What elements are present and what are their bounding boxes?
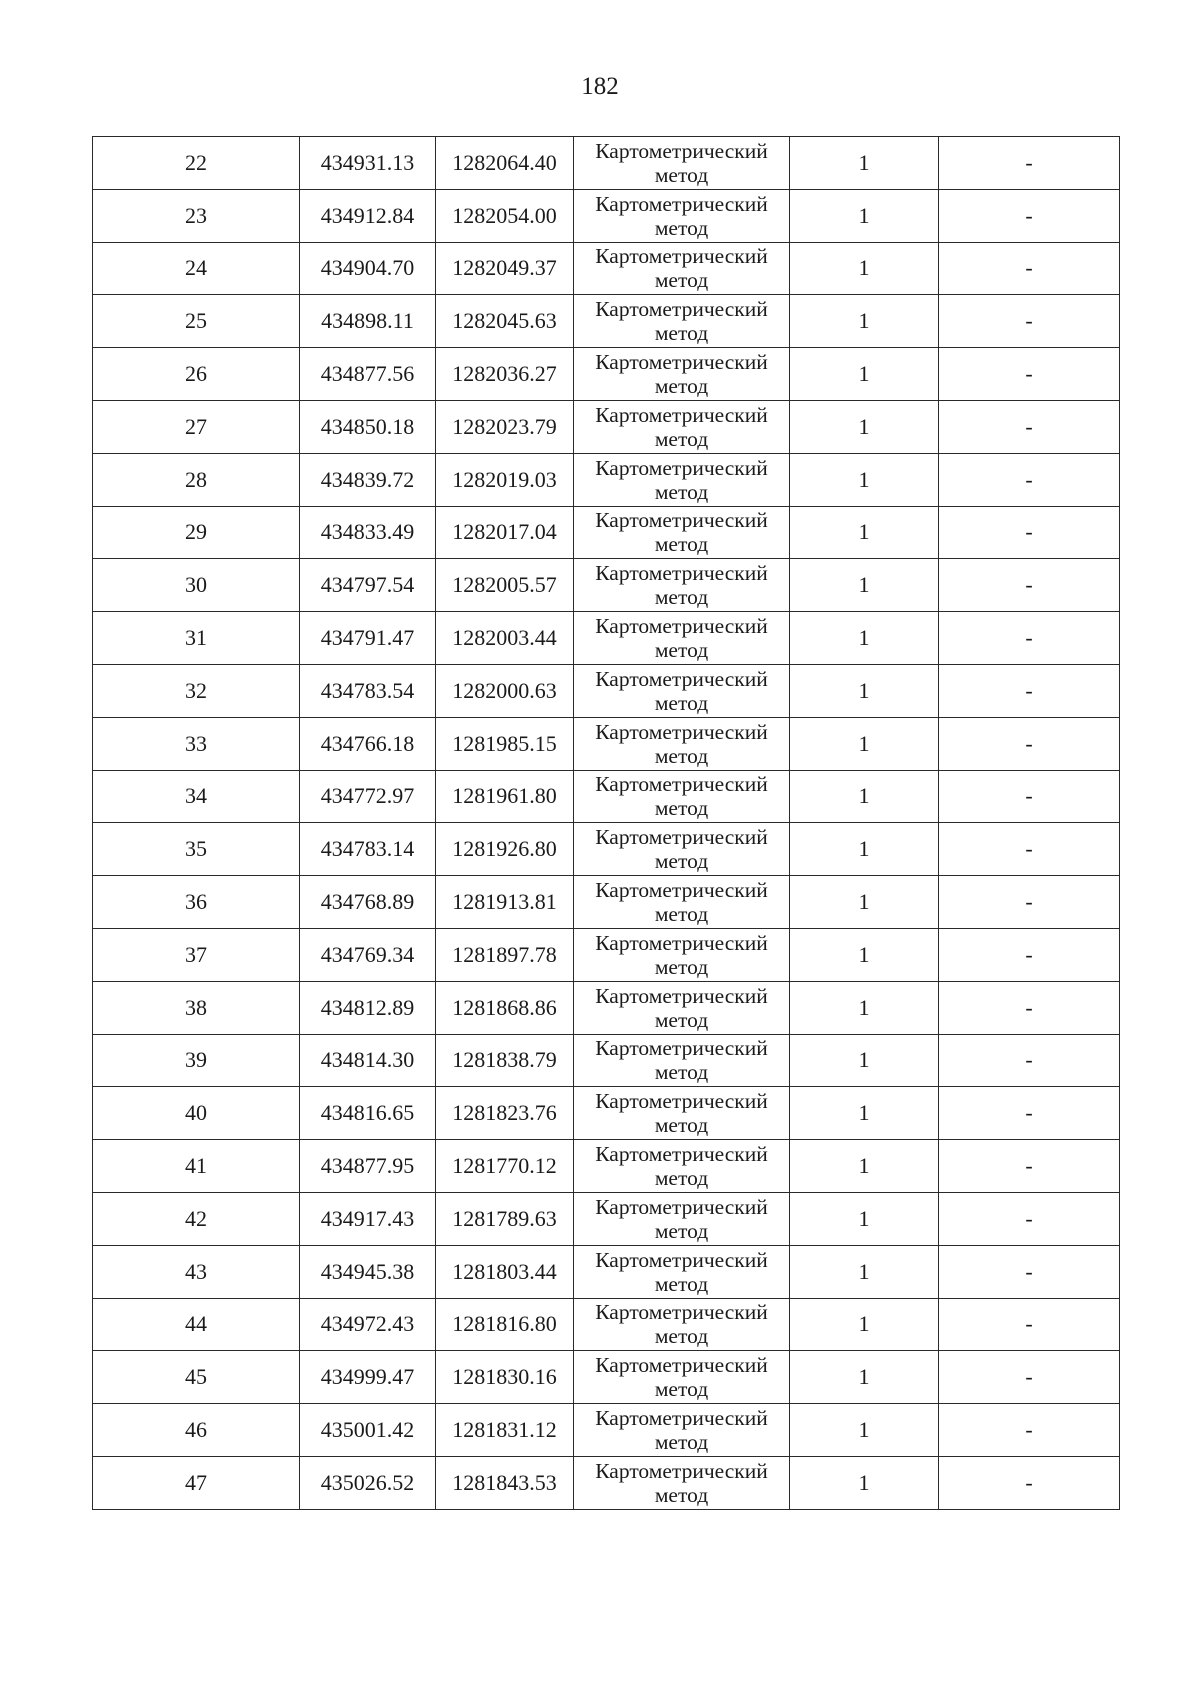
table-row [93, 717, 1120, 770]
x-coordinate-cell: 434877.56 [300, 348, 436, 401]
method-line-2: метод [654, 849, 709, 874]
y-coordinate-cell: 1281843.53 [436, 1456, 574, 1509]
accuracy-cell: 1 [790, 876, 939, 929]
method-line-2: метод [654, 1060, 709, 1085]
point-number-cell: 29 [93, 506, 300, 559]
table-row [93, 1404, 1120, 1457]
method-line-1: Картометрический [595, 1300, 768, 1325]
method-cell [574, 612, 790, 665]
note-cell: - [939, 1351, 1120, 1404]
method-line-2: метод [654, 479, 709, 504]
point-number-cell: 32 [93, 664, 300, 717]
method-line-2: метод [654, 1113, 709, 1138]
note-cell: - [939, 400, 1120, 453]
point-number-cell: 26 [93, 348, 300, 401]
method-line-2: метод [654, 374, 709, 399]
x-coordinate-cell: 434999.47 [300, 1351, 436, 1404]
method-line-1: Картометрический [595, 614, 768, 639]
x-coordinate-cell: 434912.84 [300, 189, 436, 242]
method-line-2: метод [654, 690, 709, 715]
point-number-cell: 36 [93, 876, 300, 929]
point-number-cell: 28 [93, 453, 300, 506]
y-coordinate-cell: 1281803.44 [436, 1245, 574, 1298]
note-cell: - [939, 1298, 1120, 1351]
x-coordinate-cell: 434839.72 [300, 453, 436, 506]
note-cell: - [939, 1034, 1120, 1087]
x-coordinate-cell: 434797.54 [300, 559, 436, 612]
accuracy-cell: 1 [790, 1404, 939, 1457]
method-cell [574, 400, 790, 453]
x-coordinate-cell: 434812.89 [300, 981, 436, 1034]
method-line-1: Картометрический [595, 1089, 768, 1114]
table-row [93, 242, 1120, 295]
point-number-cell: 31 [93, 612, 300, 665]
y-coordinate-cell: 1282019.03 [436, 453, 574, 506]
accuracy-cell: 1 [790, 717, 939, 770]
y-coordinate-cell: 1281913.81 [436, 876, 574, 929]
note-cell: - [939, 928, 1120, 981]
x-coordinate-cell: 435001.42 [300, 1404, 436, 1457]
method-line-1: Картометрический [595, 561, 768, 586]
point-number-cell: 35 [93, 823, 300, 876]
x-coordinate-cell: 434783.14 [300, 823, 436, 876]
method-line-1: Картометрический [595, 1036, 768, 1061]
y-coordinate-cell: 1281961.80 [436, 770, 574, 823]
accuracy-cell: 1 [790, 612, 939, 665]
point-number-cell: 27 [93, 400, 300, 453]
note-cell: - [939, 1192, 1120, 1245]
accuracy-cell: 1 [790, 770, 939, 823]
method-line-1: Картометрический [595, 402, 768, 427]
method-line-2: метод [654, 585, 709, 610]
method-cell [574, 717, 790, 770]
method-line-1: Картометрический [595, 772, 768, 797]
method-line-1: Картометрический [595, 1142, 768, 1167]
note-cell: - [939, 189, 1120, 242]
x-coordinate-cell: 434772.97 [300, 770, 436, 823]
note-cell: - [939, 453, 1120, 506]
note-cell: - [939, 242, 1120, 295]
accuracy-cell: 1 [790, 1298, 939, 1351]
method-line-2: метод [654, 1271, 709, 1296]
method-cell [574, 453, 790, 506]
y-coordinate-cell: 1281823.76 [436, 1087, 574, 1140]
method-cell [574, 981, 790, 1034]
method-line-2: метод [654, 268, 709, 293]
table-row [93, 981, 1120, 1034]
coordinates-table-body [93, 137, 1120, 1510]
method-line-1: Картометрический [595, 1247, 768, 1272]
table-row [93, 770, 1120, 823]
x-coordinate-cell: 435026.52 [300, 1456, 436, 1509]
accuracy-cell: 1 [790, 137, 939, 190]
method-cell [574, 928, 790, 981]
table-row [93, 1034, 1120, 1087]
point-number-cell: 44 [93, 1298, 300, 1351]
point-number-cell: 23 [93, 189, 300, 242]
point-number-cell: 33 [93, 717, 300, 770]
method-cell [574, 1351, 790, 1404]
accuracy-cell: 1 [790, 1351, 939, 1404]
method-line-1: Картометрический [595, 1458, 768, 1483]
note-cell: - [939, 559, 1120, 612]
method-cell [574, 770, 790, 823]
accuracy-cell: 1 [790, 1087, 939, 1140]
y-coordinate-cell: 1281838.79 [436, 1034, 574, 1087]
point-number-cell: 34 [93, 770, 300, 823]
table-row [93, 876, 1120, 929]
table-row [93, 559, 1120, 612]
table-row [93, 664, 1120, 717]
y-coordinate-cell: 1281789.63 [436, 1192, 574, 1245]
accuracy-cell: 1 [790, 348, 939, 401]
accuracy-cell: 1 [790, 1140, 939, 1193]
y-coordinate-cell: 1281985.15 [436, 717, 574, 770]
method-line-2: метод [654, 1430, 709, 1455]
method-cell [574, 1192, 790, 1245]
x-coordinate-cell: 434877.95 [300, 1140, 436, 1193]
x-coordinate-cell: 434816.65 [300, 1087, 436, 1140]
method-cell [574, 876, 790, 929]
y-coordinate-cell: 1282000.63 [436, 664, 574, 717]
note-cell: - [939, 506, 1120, 559]
point-number-cell: 30 [93, 559, 300, 612]
y-coordinate-cell: 1281831.12 [436, 1404, 574, 1457]
table-row [93, 612, 1120, 665]
table-row [93, 823, 1120, 876]
table-row [93, 348, 1120, 401]
method-line-1: Картометрический [595, 983, 768, 1008]
method-line-2: метод [654, 162, 709, 187]
method-line-1: Картометрический [595, 1406, 768, 1431]
accuracy-cell: 1 [790, 1456, 939, 1509]
point-number-cell: 42 [93, 1192, 300, 1245]
method-cell [574, 189, 790, 242]
table-row [93, 1351, 1120, 1404]
method-line-1: Картометрический [595, 719, 768, 744]
note-cell: - [939, 823, 1120, 876]
method-line-2: метод [654, 532, 709, 557]
y-coordinate-cell: 1282045.63 [436, 295, 574, 348]
method-cell [574, 137, 790, 190]
point-number-cell: 46 [93, 1404, 300, 1457]
note-cell: - [939, 717, 1120, 770]
method-line-2: метод [654, 638, 709, 663]
note-cell: - [939, 1404, 1120, 1457]
x-coordinate-cell: 434917.43 [300, 1192, 436, 1245]
accuracy-cell: 1 [790, 400, 939, 453]
x-coordinate-cell: 434783.54 [300, 664, 436, 717]
point-number-cell: 47 [93, 1456, 300, 1509]
point-number-cell: 43 [93, 1245, 300, 1298]
y-coordinate-cell: 1282054.00 [436, 189, 574, 242]
table-row [93, 137, 1120, 190]
accuracy-cell: 1 [790, 928, 939, 981]
accuracy-cell: 1 [790, 189, 939, 242]
method-cell [574, 1456, 790, 1509]
method-line-1: Картометрический [595, 297, 768, 322]
note-cell: - [939, 137, 1120, 190]
note-cell: - [939, 981, 1120, 1034]
table-row [93, 453, 1120, 506]
method-line-1: Картометрический [595, 666, 768, 691]
method-line-2: метод [654, 1482, 709, 1507]
method-line-1: Картометрический [595, 455, 768, 480]
note-cell: - [939, 1140, 1120, 1193]
accuracy-cell: 1 [790, 664, 939, 717]
y-coordinate-cell: 1281897.78 [436, 928, 574, 981]
x-coordinate-cell: 434945.38 [300, 1245, 436, 1298]
accuracy-cell: 1 [790, 1245, 939, 1298]
method-line-2: метод [654, 902, 709, 927]
method-line-2: метод [654, 1007, 709, 1032]
note-cell: - [939, 348, 1120, 401]
method-line-2: метод [654, 1324, 709, 1349]
method-line-2: метод [654, 426, 709, 451]
method-line-2: метод [654, 321, 709, 346]
x-coordinate-cell: 434898.11 [300, 295, 436, 348]
method-cell [574, 295, 790, 348]
point-number-cell: 40 [93, 1087, 300, 1140]
method-line-1: Картометрический [595, 350, 768, 375]
table-row [93, 400, 1120, 453]
method-line-2: метод [654, 954, 709, 979]
table-row [93, 1140, 1120, 1193]
x-coordinate-cell: 434972.43 [300, 1298, 436, 1351]
x-coordinate-cell: 434814.30 [300, 1034, 436, 1087]
method-line-2: метод [654, 1377, 709, 1402]
method-line-1: Картометрический [595, 244, 768, 269]
y-coordinate-cell: 1282005.57 [436, 559, 574, 612]
table-row [93, 1245, 1120, 1298]
note-cell: - [939, 1245, 1120, 1298]
method-cell [574, 348, 790, 401]
accuracy-cell: 1 [790, 242, 939, 295]
method-line-1: Картометрический [595, 930, 768, 955]
method-line-1: Картометрический [595, 1194, 768, 1219]
method-cell [574, 1140, 790, 1193]
y-coordinate-cell: 1282023.79 [436, 400, 574, 453]
point-number-cell: 41 [93, 1140, 300, 1193]
method-cell [574, 1298, 790, 1351]
method-line-1: Картометрический [595, 191, 768, 216]
accuracy-cell: 1 [790, 559, 939, 612]
y-coordinate-cell: 1282003.44 [436, 612, 574, 665]
y-coordinate-cell: 1281830.16 [436, 1351, 574, 1404]
x-coordinate-cell: 434904.70 [300, 242, 436, 295]
method-cell [574, 664, 790, 717]
table-row [93, 1456, 1120, 1509]
table-row [93, 189, 1120, 242]
accuracy-cell: 1 [790, 1192, 939, 1245]
coordinates-table [92, 136, 1120, 1510]
y-coordinate-cell: 1282064.40 [436, 137, 574, 190]
y-coordinate-cell: 1281926.80 [436, 823, 574, 876]
method-cell [574, 1087, 790, 1140]
x-coordinate-cell: 434769.34 [300, 928, 436, 981]
table-row [93, 295, 1120, 348]
table-row [93, 1192, 1120, 1245]
note-cell: - [939, 612, 1120, 665]
y-coordinate-cell: 1282049.37 [436, 242, 574, 295]
note-cell: - [939, 295, 1120, 348]
method-line-2: метод [654, 796, 709, 821]
y-coordinate-cell: 1281816.80 [436, 1298, 574, 1351]
accuracy-cell: 1 [790, 295, 939, 348]
method-cell [574, 1245, 790, 1298]
y-coordinate-cell: 1281868.86 [436, 981, 574, 1034]
point-number-cell: 37 [93, 928, 300, 981]
table-row [93, 928, 1120, 981]
method-line-2: метод [654, 743, 709, 768]
x-coordinate-cell: 434833.49 [300, 506, 436, 559]
y-coordinate-cell: 1281770.12 [436, 1140, 574, 1193]
note-cell: - [939, 1456, 1120, 1509]
accuracy-cell: 1 [790, 823, 939, 876]
method-line-1: Картометрический [595, 138, 768, 163]
note-cell: - [939, 1087, 1120, 1140]
point-number-cell: 39 [93, 1034, 300, 1087]
method-line-1: Картометрический [595, 508, 768, 533]
method-cell [574, 823, 790, 876]
table-row [93, 506, 1120, 559]
accuracy-cell: 1 [790, 506, 939, 559]
page-number: 182 [581, 73, 619, 100]
point-number-cell: 45 [93, 1351, 300, 1404]
table-row [93, 1298, 1120, 1351]
method-line-1: Картометрический [595, 1353, 768, 1378]
accuracy-cell: 1 [790, 453, 939, 506]
x-coordinate-cell: 434850.18 [300, 400, 436, 453]
accuracy-cell: 1 [790, 1034, 939, 1087]
note-cell: - [939, 770, 1120, 823]
point-number-cell: 22 [93, 137, 300, 190]
method-line-2: метод [654, 215, 709, 240]
method-line-2: метод [654, 1166, 709, 1191]
method-cell [574, 1404, 790, 1457]
x-coordinate-cell: 434768.89 [300, 876, 436, 929]
method-line-1: Картометрический [595, 825, 768, 850]
method-line-1: Картометрический [595, 878, 768, 903]
method-line-2: метод [654, 1218, 709, 1243]
x-coordinate-cell: 434766.18 [300, 717, 436, 770]
method-cell [574, 506, 790, 559]
note-cell: - [939, 664, 1120, 717]
method-cell [574, 1034, 790, 1087]
accuracy-cell: 1 [790, 981, 939, 1034]
x-coordinate-cell: 434791.47 [300, 612, 436, 665]
y-coordinate-cell: 1282036.27 [436, 348, 574, 401]
x-coordinate-cell: 434931.13 [300, 137, 436, 190]
method-cell [574, 242, 790, 295]
point-number-cell: 38 [93, 981, 300, 1034]
point-number-cell: 25 [93, 295, 300, 348]
point-number-cell: 24 [93, 242, 300, 295]
note-cell: - [939, 876, 1120, 929]
y-coordinate-cell: 1282017.04 [436, 506, 574, 559]
method-cell [574, 559, 790, 612]
table-row [93, 1087, 1120, 1140]
